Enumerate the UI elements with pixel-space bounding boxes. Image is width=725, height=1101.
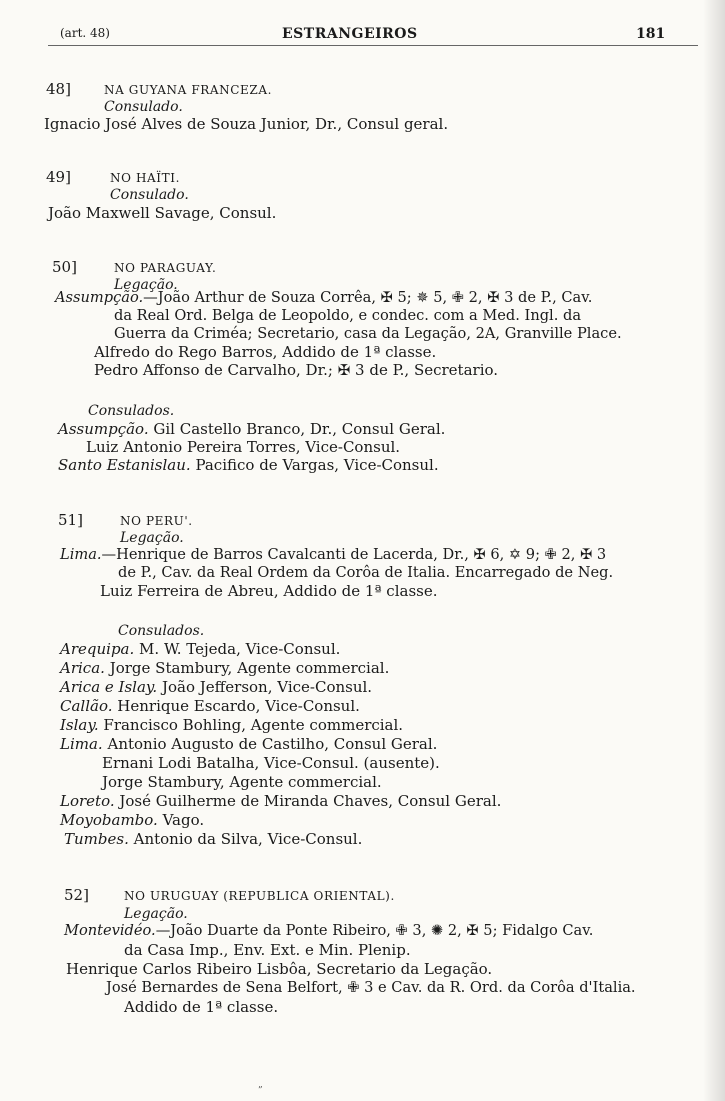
entry-text: Jorge Stambury, Agente commercial.: [109, 659, 390, 677]
place-name: Lima.: [60, 735, 103, 753]
country-heading-50: NO PARAGUAY.: [114, 261, 217, 275]
entry-line: [60, 735, 437, 753]
entry-line: Addido de 1ª classe.: [124, 998, 279, 1016]
entry-line: Alfredo do Rego Barros, Addido de 1ª classe.: [94, 343, 437, 361]
place-name: Santo Estanislau.: [58, 456, 191, 474]
section-number-50: 50]: [52, 258, 77, 276]
subheading-consulado-48: Consulado.: [104, 99, 183, 115]
entry-line: [58, 456, 439, 474]
entry-text: Antonio Augusto de Castilho, Consul Geral.: [107, 735, 438, 753]
entry-line: Henrique Carlos Ribeiro Lisbôa, Secretario da Legação.: [66, 960, 493, 978]
section-number-52: 52]: [64, 886, 89, 904]
header-title: ESTRANGEIROS: [282, 26, 418, 42]
entry-line: José Bernardes de Sena Belfort, ✙ 3 e Cav. da R. Ord. da Corôa d'Italia.: [106, 979, 636, 996]
entry-line: Ignacio José Alves de Souza Junior, Dr., Consul geral.: [44, 115, 449, 133]
country-heading-52: NO URUGUAY (REPUBLICA ORIENTAL).: [124, 889, 395, 903]
entry-line: Luiz Ferreira de Abreu, Addido de 1ª classe.: [100, 582, 438, 600]
entry-text: Henrique Escardo, Vice-Consul.: [117, 697, 360, 715]
place-name: Arica.: [60, 659, 105, 677]
entry-line: [60, 640, 340, 658]
entry-text: José Guilherme de Miranda Chaves, Consul Geral.: [119, 792, 502, 810]
entry-line: Ernani Lodi Batalha, Vice-Consul. (ausente).: [102, 754, 440, 772]
entry-line: da Real Ord. Belga de Leopoldo, e condec. com a Med. Ingl. da: [114, 307, 582, 324]
place-name: Moyobambo.: [60, 811, 158, 829]
place-name: Islay.: [60, 716, 99, 734]
place-name: Lima.: [60, 546, 102, 563]
country-heading-49: NO HAÏTI.: [110, 171, 180, 185]
country-heading-51: NO PERU'.: [120, 514, 193, 528]
section-number-51: 51]: [58, 511, 83, 529]
entry-text: —João Arthur de Souza Corrêa, ✠ 5; ✵ 5, ✙ 2, ✠ 3 de P., Cav.: [143, 289, 593, 306]
place-name: Arica e Islay.: [60, 678, 158, 696]
subheading-consulados-51: Consulados.: [118, 623, 205, 639]
entry-line: Luiz Antonio Pereira Torres, Vice-Consul.: [86, 438, 401, 456]
place-name: Assumpção.: [55, 289, 144, 306]
entry-text: Gil Castello Branco, Dr., Consul Geral.: [153, 420, 446, 438]
print-mark: ”: [258, 1086, 263, 1096]
entry-text: Antonio da Silva, Vice-Consul.: [133, 830, 363, 848]
header-rule: [48, 45, 698, 46]
page-number: 181: [636, 26, 666, 42]
place-name: Arequipa.: [60, 640, 135, 658]
entry-line: [60, 697, 360, 715]
entry-text: —João Duarte da Ponte Ribeiro, ✙ 3, ✺ 2, ✠ 5; Fidalgo Cav.: [155, 922, 594, 939]
subheading-legacao-51: Legação.: [120, 530, 184, 546]
entry-line: Guerra da Criméa; Secretario, casa da Legação, 2A, Granville Place.: [114, 325, 622, 342]
entry-line: [60, 659, 389, 677]
place-name: Loreto.: [60, 792, 115, 810]
subheading-consulados-50: Consulados.: [88, 403, 175, 419]
entry-text: —Henrique de Barros Cavalcanti de Lacerda, Dr., ✠ 6, ✡ 9; ✙ 2, ✠ 3: [101, 546, 607, 563]
entry-line: [64, 830, 362, 848]
entry-line: [58, 420, 445, 438]
place-name: Callão.: [60, 697, 113, 715]
entry-text: Vago.: [162, 811, 205, 829]
country-heading-48: NA GUYANA FRANCEZA.: [104, 83, 273, 97]
entry-text: João Jefferson, Vice-Consul.: [161, 678, 373, 696]
subheading-legacao-52: Legação.: [124, 906, 188, 922]
entry-line: [60, 716, 403, 734]
entry-line: da Casa Imp., Env. Ext. e Min. Plenip.: [124, 941, 411, 959]
entry-line: [60, 811, 204, 829]
place-name: Assumpção.: [58, 420, 149, 438]
page-edge-shadow: [703, 0, 725, 1101]
entry-line: [60, 792, 501, 810]
entry-line: [55, 289, 592, 307]
subheading-consulado-49: Consulado.: [110, 187, 189, 203]
header-article-ref: (art. 48): [60, 26, 110, 40]
entry-line: de P., Cav. da Real Ordem da Corôa de Italia. Encarregado de Neg.: [118, 564, 614, 581]
entry-text: M. W. Tejeda, Vice-Consul.: [139, 640, 341, 658]
entry-line: [60, 546, 606, 564]
entry-line: João Maxwell Savage, Consul.: [48, 204, 277, 222]
entry-line: Jorge Stambury, Agente commercial.: [102, 773, 382, 791]
entry-line: Pedro Affonso de Carvalho, Dr.; ✠ 3 de P., Secretario.: [94, 361, 499, 379]
section-number-49: 49]: [46, 168, 71, 186]
subheading-legacao-50: Legação.: [114, 277, 178, 293]
entry-text: Pacifico de Vargas, Vice-Consul.: [195, 456, 439, 474]
place-name: Tumbes.: [64, 830, 129, 848]
entry-text: Francisco Bohling, Agente commercial.: [103, 716, 404, 734]
entry-line: [64, 922, 593, 940]
section-number-48: 48]: [46, 80, 71, 98]
entry-line: [60, 678, 372, 696]
place-name: Montevidéo.: [64, 922, 156, 939]
